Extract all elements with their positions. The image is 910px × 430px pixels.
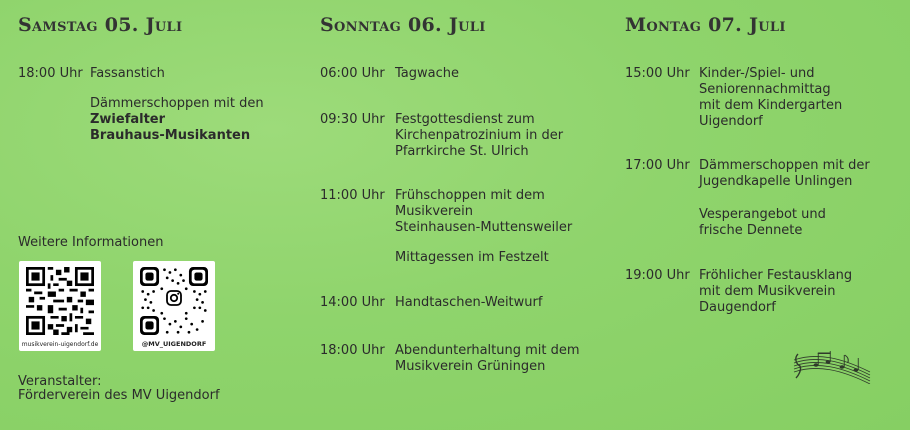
entry-description: Musikverein xyxy=(395,204,473,219)
qr-caption-website: musikverein-uigendorf.de xyxy=(21,341,99,348)
day-title-monday: Montag 07. Juli xyxy=(625,14,786,36)
qr-code-instagram[interactable] xyxy=(133,261,215,351)
entry-description: mit dem Kindergarten xyxy=(699,98,843,113)
entry-description: Fassanstich xyxy=(90,66,165,81)
qr-code-icon xyxy=(26,267,94,335)
organizer-label: Veranstalter: xyxy=(18,374,102,389)
entry-description: Abendunterhaltung mit dem xyxy=(395,343,580,358)
band-name-line: Brauhaus-Musikanten xyxy=(90,128,251,143)
entry-description: Dämmerschoppen mit der xyxy=(699,158,870,173)
entry-description: Kirchenpatrozinium in der xyxy=(395,128,564,143)
entry-description: Festgottesdienst zum xyxy=(395,112,535,127)
qr-caption-instagram: @MV_UIGENDORF xyxy=(141,340,207,348)
organizer-name: Förderverein des MV Uigendorf xyxy=(18,388,220,403)
entry-time: 17:00 Uhr xyxy=(625,158,690,173)
entry-time: 18:00 Uhr xyxy=(320,343,385,358)
entry-description: Fröhlicher Festausklang xyxy=(699,268,853,283)
music-notes-icon xyxy=(792,348,874,384)
instagram-icon xyxy=(164,288,184,308)
entry-description: Jugendkapelle Unlingen xyxy=(699,174,853,189)
entry-description: Pfarrkirche St. Ulrich xyxy=(395,144,529,159)
band-name-line: Zwiefalter xyxy=(90,112,166,127)
entry-description: Kinder-/Spiel- und xyxy=(699,66,815,81)
entry-description: Uigendorf xyxy=(699,114,763,129)
qr-code-website[interactable] xyxy=(19,261,101,351)
entry-description: Frühschoppen mit dem xyxy=(395,188,545,203)
entry-time: 18:00 Uhr xyxy=(18,66,83,81)
entry-description: Vesperangebot und xyxy=(699,207,826,222)
entry-description: mit dem Musikverein xyxy=(699,284,836,299)
entry-time: 11:00 Uhr xyxy=(320,188,385,203)
entry-description: Dämmerschoppen mit den xyxy=(90,96,264,111)
entry-description: Tagwache xyxy=(395,66,459,81)
entry-time: 19:00 Uhr xyxy=(625,268,690,283)
entry-description: frische Dennete xyxy=(699,223,803,238)
entry-description: Seniorennachmittag xyxy=(699,82,831,97)
entry-time: 14:00 Uhr xyxy=(320,295,385,310)
entry-time: 09:30 Uhr xyxy=(320,112,385,127)
entry-description: Mittagessen im Festzelt xyxy=(395,250,549,265)
info-heading: Weitere Informationen xyxy=(18,235,164,250)
entry-description: Daugendorf xyxy=(699,300,776,315)
entry-time: 15:00 Uhr xyxy=(625,66,690,81)
entry-description: Musikverein Grüningen xyxy=(395,359,546,374)
entry-time: 06:00 Uhr xyxy=(320,66,385,81)
day-title-sunday: Sonntag 06. Juli xyxy=(320,14,486,36)
entry-description: Handtaschen-Weitwurf xyxy=(395,295,543,310)
day-title-saturday: Samstag 05. Juli xyxy=(18,14,183,36)
entry-description: Steinhausen-Muttensweiler xyxy=(395,220,573,235)
